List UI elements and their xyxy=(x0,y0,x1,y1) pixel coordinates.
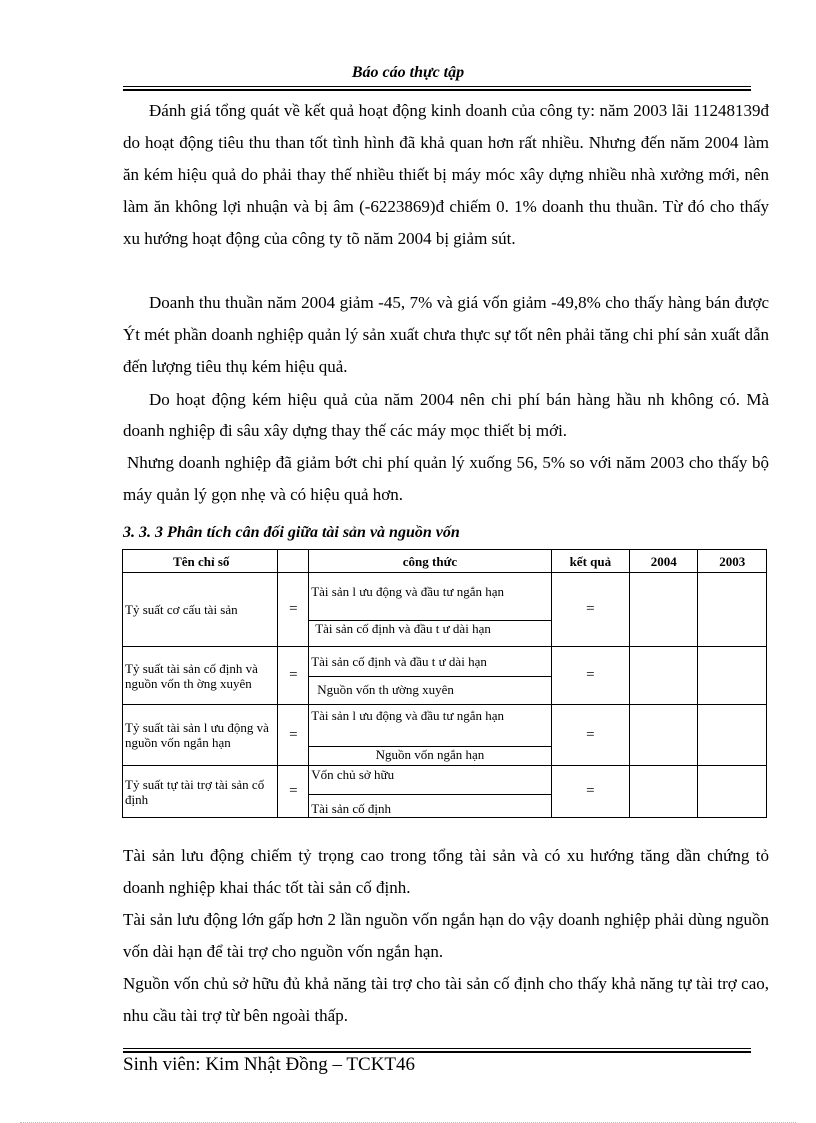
ratio-table xyxy=(122,549,767,818)
ratio-eq: = xyxy=(278,766,309,818)
ratio-name: Tỷ suất tự tài trợ tài sản cố định xyxy=(123,766,278,818)
ratio-result: = xyxy=(551,647,629,705)
table-row xyxy=(123,647,767,705)
ratio-result: = xyxy=(551,573,629,647)
formula-numerator: Tài sản l ưu động và đầu tư ngắn hạn xyxy=(309,708,551,747)
conclusion-3: Nguồn vốn chủ sở hữu đủ khả năng tài trợ cho tài sản cố định cho thấy khả năng tự tài trợ cao, nhu cầu tài trợ từ bên ngoài thấp. xyxy=(123,974,769,1025)
paragraph-revenue: Doanh thu thuần năm 2004 giảm -45, 7% và giá vốn giảm -49,8% cho thấy hàng bán được Ýt mét phần doanh nghiệp quản lý sản xuất chưa thực sự tốt nên phải tăng chi phí sản xuất dẫn đến lượng tiêu thụ kém hiệu quả. xyxy=(123,293,769,376)
formula-numerator: Tài sản l ưu động và đầu tư ngắn hạn xyxy=(309,584,551,621)
table-row xyxy=(123,573,767,647)
footer-rule-thick xyxy=(123,1051,751,1053)
formula-numerator: Tài sản cố định và đầu t ư dài hạn xyxy=(309,654,551,677)
ratio-formula xyxy=(309,705,552,766)
ratio-2004 xyxy=(630,647,698,705)
ratio-2003 xyxy=(698,647,767,705)
ratio-name: Tỷ suất tài sản cố định và nguồn vốn th ờng xuyên xyxy=(123,647,278,705)
ratio-2003 xyxy=(698,573,767,647)
ratio-formula xyxy=(309,647,552,705)
ratio-2004 xyxy=(630,766,698,818)
header-eq xyxy=(278,550,309,573)
ratio-result: = xyxy=(551,766,629,818)
footer-author: Sinh viên: Kim Nhật Đồng – TCKT46 xyxy=(123,1054,416,1075)
ratio-eq: = xyxy=(278,705,309,766)
conclusion-1: Tài sản lưu động chiếm tỷ trọng cao trong tổng tài sản và có xu hướng tăng dần chứng tỏ doanh nghiệp khai thác tốt tài sản cố định. xyxy=(123,846,769,897)
header-name: Tên chỉ số xyxy=(123,550,278,573)
ratio-formula xyxy=(309,766,552,818)
paragraph-overview: Đánh giá tổng quát về kết quả hoạt động kinh doanh của công ty: năm 2003 lãi 11248139đ do hoạt động tiêu thu than tốt tình hình đã khả quan hơn rất nhiều. Nhưng đến năm 2004 làm ăn kém hiệu quả do phải thay thế nhiều thiết bị máy móc xây dựng nhiều nhà xưởng mới, nên làm ăn không lợi nhuận và bị âm (-6223869)đ chiếm 0. 1% doanh thu thuần. Từ đó cho thấy xu hướng hoạt động của công ty tõ năm 2004 bị giảm sút. xyxy=(123,101,769,248)
ratio-result: = xyxy=(551,705,629,766)
ratio-2003 xyxy=(698,705,767,766)
formula-denominator: Nguồn vốn ngắn hạn xyxy=(375,747,485,762)
ratio-2003 xyxy=(698,766,767,818)
header-rule-thick xyxy=(123,89,751,91)
table-row xyxy=(123,766,767,818)
paragraph-admin-cost: Nhưng doanh nghiệp đã giảm bớt chi phí quản lý xuống 56, 5% so với năm 2003 cho thấy bộ máy quản lý gọn nhẹ và có hiệu quả hơn. xyxy=(123,453,769,504)
ratio-eq: = xyxy=(278,573,309,647)
page-header-title: Báo cáo thực tập xyxy=(351,64,465,81)
section-title: 3. 3. 3 Phân tích cân đối giữa tài sản và nguồn vốn xyxy=(123,524,460,541)
ratio-name: Tỷ suất tài sản l ưu động và nguồn vốn ngắn hạn xyxy=(123,705,278,766)
header-result: kết quả xyxy=(551,550,629,573)
ratio-name: Tỷ suất cơ cấu tài sản xyxy=(123,573,278,647)
header-2004: 2004 xyxy=(630,550,698,573)
table-row xyxy=(123,705,767,766)
header-2003: 2003 xyxy=(698,550,767,573)
formula-denominator: Tài sản cố định xyxy=(311,801,391,816)
formula-denominator: Nguồn vốn th ường xuyên xyxy=(317,682,454,697)
formula-denominator: Tài sản cố định và đầu t ư dài hạn xyxy=(315,620,491,636)
ratio-2004 xyxy=(630,705,698,766)
header-formula: công thức xyxy=(309,550,552,573)
ratio-eq: = xyxy=(278,647,309,705)
formula-numerator: Vốn chủ sở hữu xyxy=(309,767,551,795)
conclusion-2: Tài sản lưu động lớn gấp hơn 2 lần nguồn vốn ngắn hạn do vậy doanh nghiệp phải dùng nguồn vốn dài hạn để tài trợ cho nguồn vốn ngắn hạn. xyxy=(123,910,769,961)
paragraph-selling-cost: Do hoạt động kém hiệu quả của năm 2004 nên chi phí bán hàng hầu nh không có. Mà doanh nghiệp đi sâu xây dựng thay thế các máy mọc thiết bị mới. xyxy=(123,390,769,440)
header-rule xyxy=(123,86,751,87)
table-header-row xyxy=(123,550,767,573)
ratio-2004 xyxy=(630,573,698,647)
ratio-formula xyxy=(309,573,552,647)
footer-rule xyxy=(123,1048,751,1049)
